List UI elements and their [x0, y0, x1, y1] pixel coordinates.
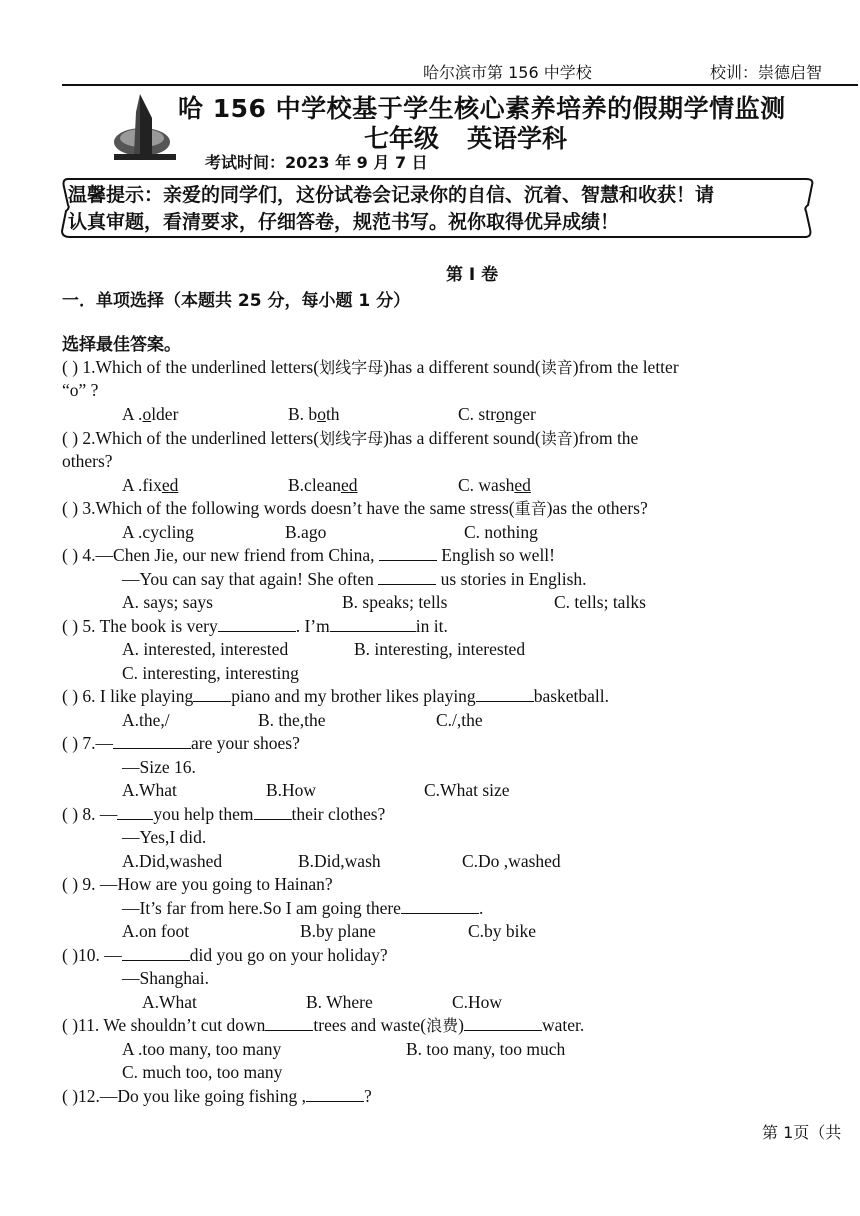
question-2-stem-cont: others?: [62, 451, 113, 471]
question-9-option-a: A.on foot: [122, 921, 190, 941]
question-5-option-c: C. interesting, interesting: [122, 663, 299, 683]
question-9-option-b: B.by plane: [300, 921, 376, 941]
question-2-option-b: B.cleaned: [288, 475, 358, 495]
question-10-option-b: B. Where: [306, 992, 373, 1012]
header-divider: [62, 84, 858, 86]
question-3-option-a: A .cycling: [122, 522, 194, 542]
question-3-stem: ( ) 3.Which of the following words doesn’t have the same stress(重音)as the others?: [62, 498, 648, 518]
question-9-stem-2: —It’s far from here.So I am going there .: [122, 898, 484, 918]
tip-line-1: 温馨提示：亲爱的同学们，这份试卷会记录你的自信、沉着、智慧和收获！请: [68, 184, 715, 206]
question-11-option-c: C. much too, too many: [122, 1062, 283, 1082]
tip-text: [68, 182, 810, 236]
question-10-stem: ( )10. — did you go on your holiday?: [62, 945, 388, 965]
question-7-option-a: A.What: [122, 780, 177, 800]
question-6-option-b: B. the,the: [258, 710, 326, 730]
question-2-option-c: C. washed: [458, 475, 531, 495]
question-6-stem: ( ) 6. I like playing piano and my brother likes playing basketball.: [62, 686, 610, 706]
question-4-stem-2: —You can say that again! She often us stories in English.: [122, 569, 587, 589]
question-3-option-b: B.ago: [285, 522, 327, 542]
question-8-option-c: C.Do ,washed: [462, 851, 561, 871]
question-1-option-b: B. both: [288, 404, 340, 424]
header-school-name: 哈尔滨市第 156 中学校: [423, 63, 592, 82]
question-1-option-a: A .older: [122, 404, 179, 424]
exam-time: 考试时间：2023 年 9 月 7 日: [205, 153, 428, 172]
page-footer: 第 1页（共: [762, 1123, 842, 1142]
question-4-stem: ( ) 4.—Chen Jie, our new friend from China, English so well!: [62, 545, 555, 565]
exam-grade: 七年级: [364, 124, 440, 153]
question-11-option-a: A .too many, too many: [122, 1039, 282, 1059]
header-school-motto: 校训：崇德启智: [710, 63, 823, 82]
question-10-stem-2: —Shanghai.: [122, 968, 210, 988]
question-8-option-b: B.Did,wash: [298, 851, 381, 871]
section-title: 一．单项选择（本题共 25 分，每小题 1 分）: [62, 291, 411, 311]
question-8-option-a: A.Did,washed: [122, 851, 223, 871]
question-2-stem: ( ) 2.Which of the underlined letters(划线字母)has a different sound(读音)from the: [62, 428, 639, 448]
question-11-option-b: B. too many, too much: [406, 1039, 566, 1059]
question-7-option-b: B.How: [266, 780, 317, 800]
question-6-option-c: C./,the: [436, 710, 483, 730]
question-7-option-c: C.What size: [424, 780, 510, 800]
question-10-option-a: A.What: [142, 992, 197, 1012]
question-6-option-a: A.the,/: [122, 710, 170, 730]
section-instruction: 选择最佳答案。: [62, 335, 181, 355]
exam-title: 哈 156 中学校基于学生核心素养培养的假期学情监测: [178, 94, 786, 123]
question-2-option-a: A .fixed: [122, 475, 179, 495]
question-12-stem: ( )12.—Do you like going fishing , ?: [62, 1086, 372, 1106]
question-7-stem: ( ) 7.— are your shoes?: [62, 733, 300, 753]
question-11-stem: ( )11. We shouldn’t cut down trees and waste(浪费) water.: [62, 1015, 585, 1035]
school-logo-icon: [110, 92, 180, 164]
question-8-stem: ( ) 8. — you help them their clothes?: [62, 804, 386, 824]
tip-line-2: 认真审题，看清要求，仔细答卷，规范书写。祝你取得优异成绩！: [68, 211, 620, 233]
question-1-stem-cont: “o” ?: [62, 380, 99, 400]
question-4-option-a: A. says; says: [122, 592, 213, 612]
question-5-stem: ( ) 5. The book is very . I’m in it.: [62, 616, 448, 636]
question-4-option-c: C. tells; talks: [554, 592, 646, 612]
exam-subject: 英语学科: [467, 124, 568, 153]
question-9-stem: ( ) 9. —How are you going to Hainan?: [62, 874, 333, 894]
question-1-option-c: C. stronger: [458, 404, 536, 424]
section-volume: 第 I 卷: [446, 265, 499, 285]
question-10-option-c: C.How: [452, 992, 503, 1012]
question-1-stem: ( ) 1.Which of the underlined letters(划线字母)has a different sound(读音)from the letter: [62, 357, 679, 377]
question-5-option-b: B. interesting, interested: [354, 639, 526, 659]
question-5-option-a: A. interested, interested: [122, 639, 289, 659]
question-3-option-c: C. nothing: [464, 522, 538, 542]
question-9-option-c: C.by bike: [468, 921, 537, 941]
question-4-option-b: B. speaks; tells: [342, 592, 448, 612]
question-7-stem-2: —Size 16.: [122, 757, 196, 777]
question-8-stem-2: —Yes,I did.: [122, 827, 207, 847]
